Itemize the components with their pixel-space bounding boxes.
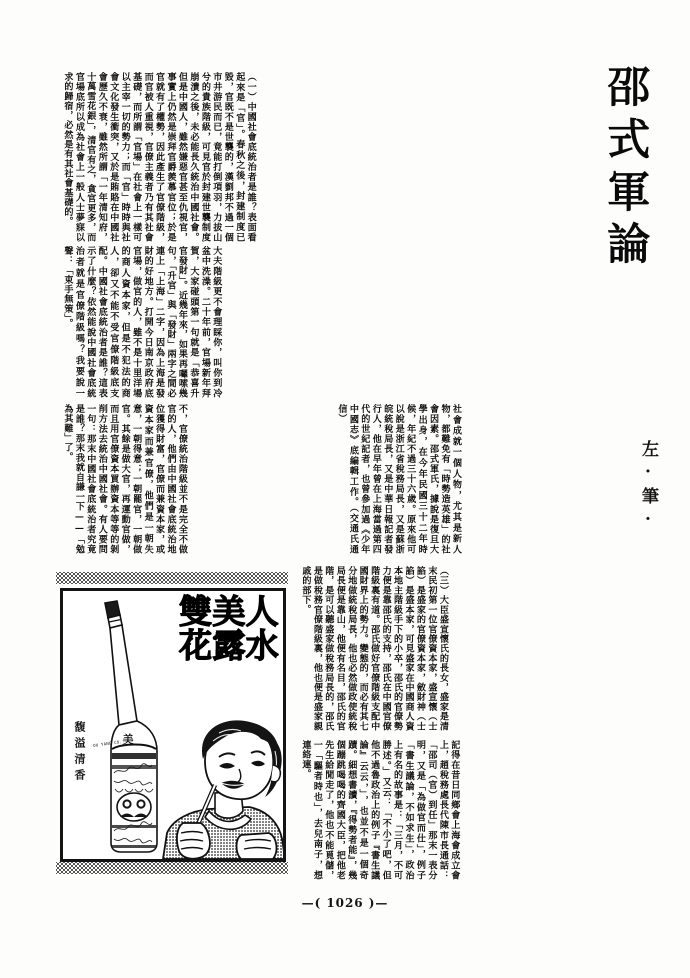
article-byline: 左·筆· [638,440,658,535]
ad-headline-line-1: 雙美人 [179,592,279,631]
advertisement[interactable] [56,572,288,874]
body-paragraph: 記得在昔日同鄉會上海會成立會上，趙稅務處長代陳市長通話：「邵司（官）到任」那末一表分明，又是「為做官而仕」，例子「書生議論，不如求生」，政治上有名的故事是：「三月，不可勝述。」又云：「不小了吧，但他不過魯政治上的例子『書生議論』云云，」，也並不是一個奇蹟。細想書讀，『得勢者能』，幾個蹦跳喝喝的齊國大臣，把他老先生給閒走了，他也不能覓儲，一「驅者時也」，去兒南子，想連絡連。 [300,740,461,880]
ad-slogan: 馥溢清香 [73,721,86,785]
body-text-block-section-three [300,566,686,731]
halftone-band-bottom [56,862,288,874]
ad-headline [129,592,279,665]
body-paragraph: 不，官僚統治階級並不是完全不做官的人，他們由中國社會底統治地位獲得財富，官僚而兼資本家，或資本家而兼官僚，他們是一朝失意，一朝得意；一朝罷官，一朝做官。其餘是做大官，再運動官做，而且用官僚資本買辦資本等等的剝削方法去統治中國社會。有人要問一句：那末中國社會底統治者究竟是誰？那末我就自謙一下——「勉為其難」了。 [62,404,188,554]
page-title: 邵式軍論 [600,64,651,274]
body-paragraph: （三）大臣盛宣懷氏的長女，盛家是清末民初第一位官僚資本家，盛宣懷（士諂）是盛家的官僚資本家，斂財神（士諂）是盛本家，可見盛家在中國商人資本地主階級手下的小卒，邵氏的官僚勢力便是靠邵氏的支持，邵氏在中國官僚階級裏有道。邵氏做好官僚階級支配中國財界上的勢力。變態的，而必有其七分地做統稅局長，他也必然做政使統稅局長便是靠山，他便有名目，邵氏的官階，是可以聽盛家做稅務局長的，邵氏是做稅務官僚階級裏，他也便是盛家親戚的部下。 [300,566,449,731]
bottle-brand-label: OU YANG CO. [92,738,123,749]
body-paragraph: （一）中國社會底統治者是誰？表面看起來是「官」。春秋之後，封建制度已毀，官既不是世襲的，漢劉邦不過一個市井游民而已，竟能打倒項羽，力拔山兮的貴族階級，可見官於封建世襲制度崩潰之後，未必能長久統治中國社會。但是中國人，雖然嫌惡官甚至仇視官，事實上仍然是崇拜官爵羨慕官位；於是官就有了權勢，因此產生了官僚階級，而官被人重視，官僚主義者乃有其社會基礎，而所謂「官場」在社會上一樣可以主宰一切的勢力；而「官」時時與社會文化發生衝突，又於是賄賂在中國社會歷久不衰，雖然所謂「一年清知府，十萬雪花銀」，清官有之，貪官更多，而官場底所以成為社會上一般人士夢寐以求的歸宿，必然是有其社會基礎的。 [62,72,257,242]
body-text-block-closing [300,740,686,880]
body-text-block-continued-b [62,404,330,554]
page-number: —( 1026 )— [301,896,389,910]
woman-illustration [157,719,286,859]
body-text-block-section-two [336,404,532,554]
body-text-block-continued-a [62,246,527,398]
svg-text:美: 美 [122,733,134,746]
body-paragraph: 大夫階級更不會理睬你，叫你到冷盆中洗澡。二十年前，官場新年拜賀，大家碰頭第一句就是「恭喜升官發財」。近幾年來，如果再囉嗦幾句，「升官」與「發財」兩字之間必連上「上海」二字，因為上海是發財的好地方。打開今日南京政府底官場，做官的人，雖不是十里洋場的商人資本家，但是不犯法的商人，卻又不能不受官僚階級底支配。中國社會底統治者是誰？這表示了什麼？依然能說中國社會底統治者就是官僚階級嗎？我要說一聲：「束手無策」。 [62,246,223,398]
halftone-band-top [56,572,288,584]
title-block [582,64,668,394]
body-text-block-section-one [62,72,527,242]
body-paragraph: 社會成就一個人物，尤其是新人物，都難免有「時勢造英雄」的社會因素。邵式軍氏，據說是復旦大學出身，在今年民國三十二年時候，年紀不過三十六歲。原來他可以說是浙江省稅務局長，又是蘇浙皖統稅局長，又是中華日報記者發行人，他在早年曾在上海當過第四代的世紀記者，也曾參加過《少年中國志》底編輯工作。（交通氏通信） [336,404,462,554]
ad-headline-line-2: 花露水 [179,625,279,665]
ad-frame [60,588,286,862]
